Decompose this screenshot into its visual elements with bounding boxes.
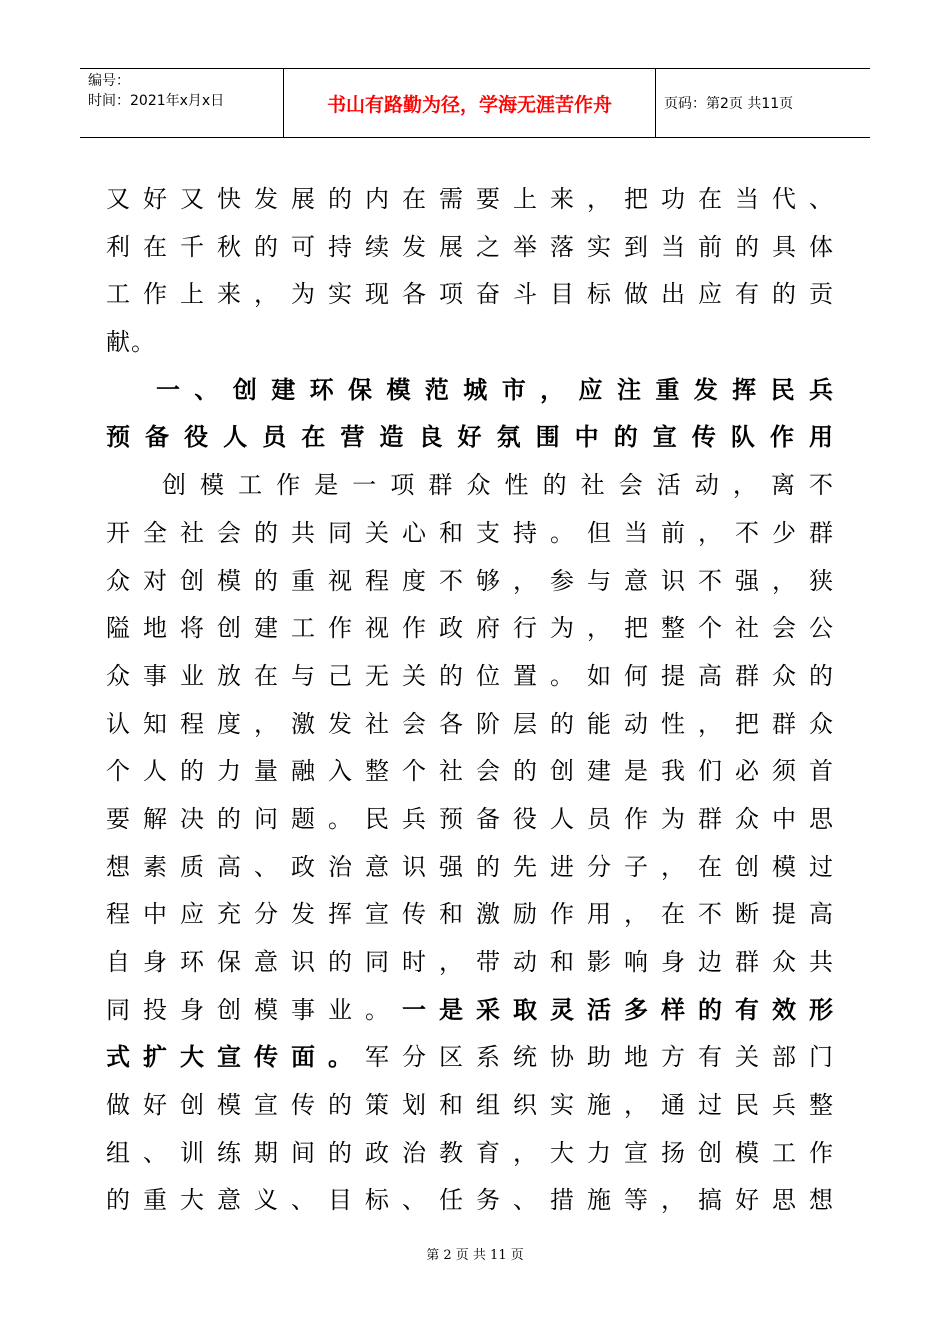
text-line: 创模工作是一项群众性的社会活动，离不 — [162, 471, 834, 500]
text-line: 利在千秋的可持续发展之举落实到当前的具体 — [106, 232, 834, 261]
text-segment: 同投身创模事业。 — [106, 995, 402, 1024]
text-line: 个人的力量融入整个社会的创建是我们必须首 — [106, 757, 834, 786]
text-line: 认知程度，激发社会各阶层的能动性，把群众 — [106, 709, 834, 738]
bold-segment: 式扩大宣传面。 — [106, 1043, 365, 1072]
text-line: 要解决的问题。民兵预备役人员作为群众中思 — [106, 804, 834, 833]
text-line: 自身环保意识的同时，带动和影响身边群众共 — [106, 948, 834, 976]
text-line: 工作上来，为实现各项奋斗目标做出应有的贡 — [106, 280, 834, 309]
text-line: 众事业放在与己无关的位置。如何提高群众的 — [106, 661, 834, 690]
page-header — [80, 68, 870, 138]
text-line-mixed — [106, 1034, 834, 1082]
text-line: 程中应充分发挥宣传和激励作用，在不断提高 — [106, 900, 834, 929]
text-line: 又好又快发展的内在需要上来，把功在当代、 — [106, 185, 834, 213]
text-line: 隘地将创建工作视作政府行为，把整个社会公 — [106, 614, 834, 643]
text-line: 开全社会的共同关心和支持。但当前，不少群 — [106, 518, 834, 547]
document-body — [106, 176, 834, 1225]
section-heading: 一、创建环保模范城市，应注重发挥民兵 — [156, 375, 834, 404]
time-label: 时间：2021年x月x日 — [88, 93, 225, 109]
text-line-mixed — [106, 987, 834, 1035]
text-line: 做好创模宣传的策划和组织实施，通过民兵整 — [106, 1091, 834, 1120]
motto-text: 书山有路勤为径，学海无涯苦作舟 — [326, 93, 612, 116]
text-line: 组、训练期间的政治教育，大力宣扬创模工作 — [106, 1138, 834, 1167]
page-footer: 第 2 页 共 11 页 — [426, 1248, 524, 1263]
section-heading: 预备役人员在营造良好氛围中的宣传队作用 — [106, 423, 834, 452]
serial-label: 编号： — [88, 73, 130, 89]
text-line: 献。 — [106, 328, 156, 357]
header-meta — [80, 69, 283, 137]
header-motto-cell — [283, 69, 656, 137]
page-label: 页码：第2页 共11页 — [664, 96, 794, 112]
text-line: 的重大意义、目标、任务、措施等，搞好思想 — [106, 1186, 834, 1215]
text-line: 想素质高、政治意识强的先进分子，在创模过 — [106, 852, 834, 881]
bold-segment: 一是采取灵活多样的有效形 — [402, 995, 834, 1024]
header-page-cell — [656, 69, 870, 137]
text-line: 众对创模的重视程度不够，参与意识不强，狭 — [106, 566, 834, 595]
text-segment: 军分区系统协助地方有关部门 — [365, 1043, 834, 1072]
